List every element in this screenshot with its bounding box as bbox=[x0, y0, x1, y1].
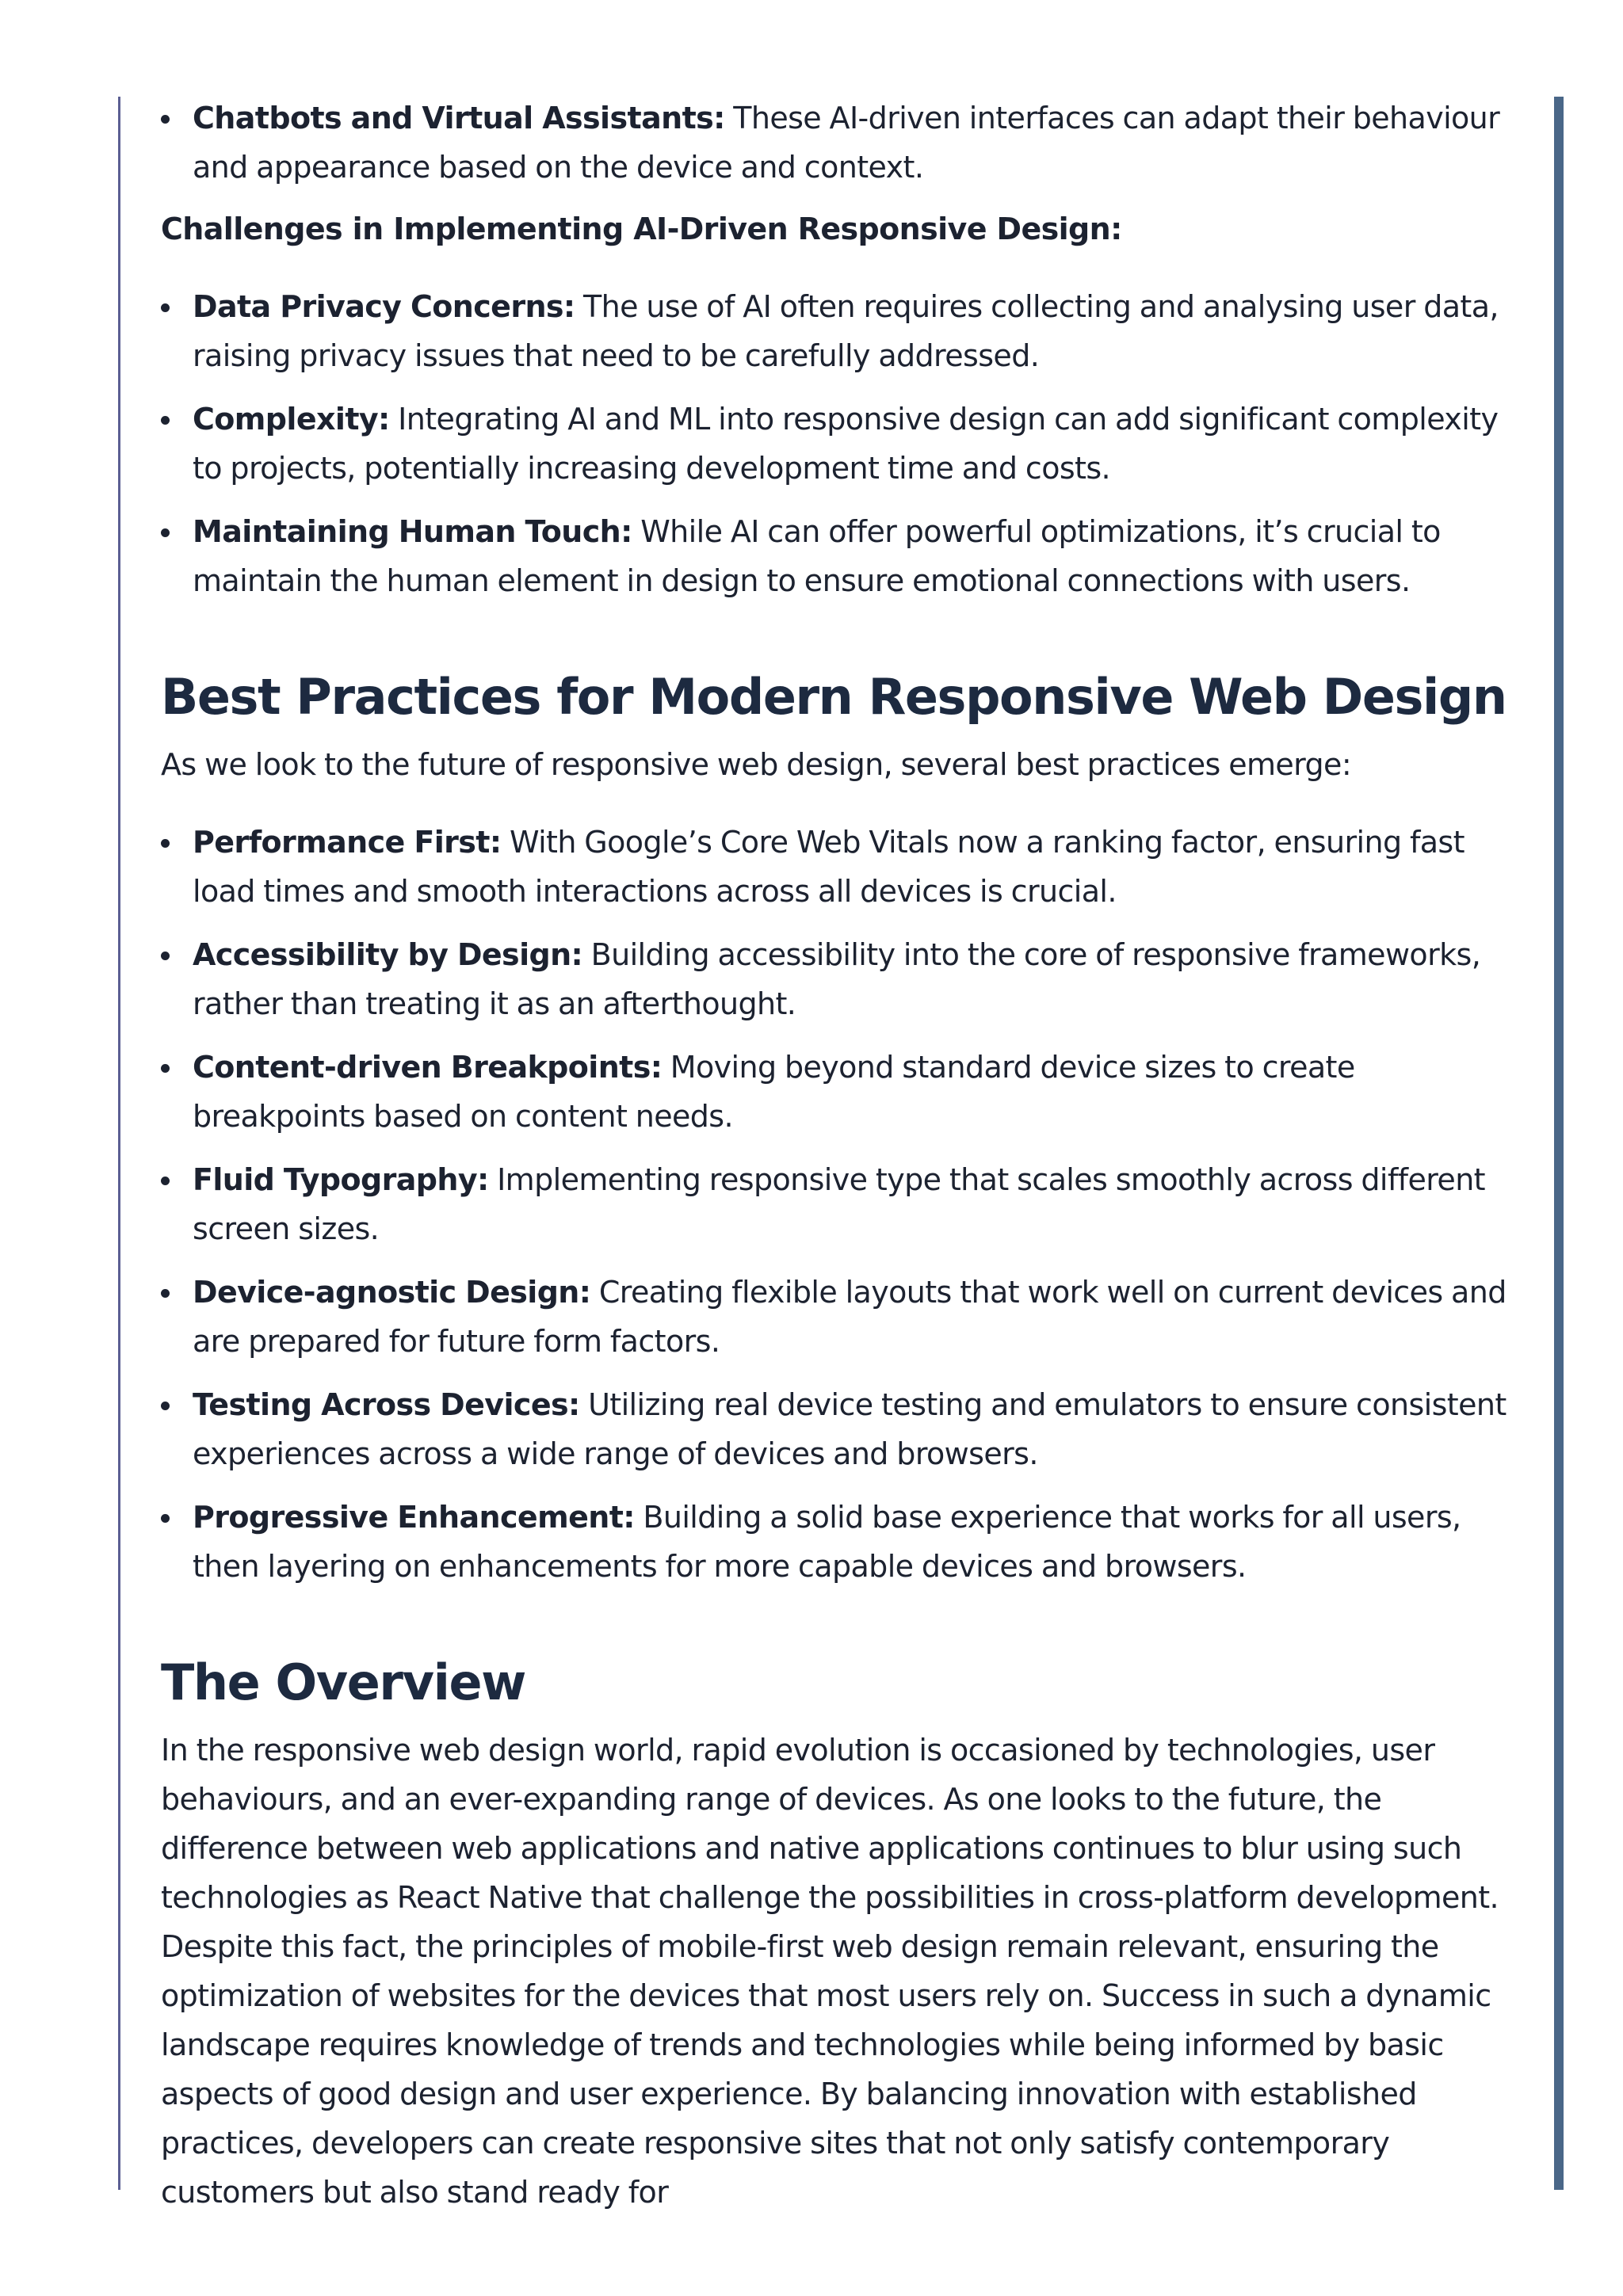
list-item-term: Progressive Enhancement: bbox=[193, 1500, 635, 1535]
left-margin-rule bbox=[118, 97, 120, 2190]
list-item-text: Building a solid base experience that works for all users, then layering on enhancements for more capable devices and browsers. bbox=[193, 1500, 1461, 1584]
list-item bbox=[161, 1043, 1524, 1141]
right-margin-bar bbox=[1554, 97, 1564, 2190]
list-item-term: Performance First: bbox=[193, 825, 502, 860]
list-item bbox=[161, 507, 1524, 605]
list-item-term: Content-driven Breakpoints: bbox=[193, 1050, 663, 1085]
list-item bbox=[161, 1155, 1524, 1253]
list-item-term: Device-agnostic Design: bbox=[193, 1275, 591, 1310]
list-item-term: Maintaining Human Touch: bbox=[193, 514, 632, 549]
list-item-text: Moving beyond standard device sizes to create breakpoints based on content needs. bbox=[193, 1050, 1355, 1134]
ai-applications-list bbox=[161, 93, 1524, 192]
list-item-term: Complexity: bbox=[193, 402, 390, 437]
list-item-text: Building accessibility into the core of responsive frameworks, rather than treating it as an afterthought. bbox=[193, 937, 1481, 1021]
list-item-text: While AI can offer powerful optimizations, it’s crucial to maintain the human element in design to ensure emotional connections with users. bbox=[193, 514, 1441, 598]
best-practices-heading: Best Practices for Modern Responsive Web Design bbox=[161, 668, 1507, 726]
overview-heading: The Overview bbox=[161, 1653, 526, 1711]
list-item bbox=[161, 1493, 1524, 1591]
list-item bbox=[161, 395, 1524, 493]
list-item-term: Fluid Typography: bbox=[193, 1162, 489, 1197]
list-item-term: Accessibility by Design: bbox=[193, 937, 583, 972]
overview-paragraph: In the responsive web design world, rapid evolution is occasioned by technologies, user behaviours, and an ever-expanding range of devices. As one looks to the future, the difference between web applications and native applications continues to blur using such technologies as React Native that challenge the possibilities in cross-platform development. Despite this fact, the principles of mobile-first web design remain relevant, ensuring the optimization of websites for the devices that most users rely on. Success in such a dynamic landscape requires knowledge of trends and technologies while being informed by basic aspects of good design and user experience. By balancing innovation with established practices, developers can create responsive sites that not only satisfy contemporary customers but also stand ready for bbox=[161, 1733, 1499, 2210]
list-item-term: Testing Across Devices: bbox=[193, 1387, 580, 1422]
list-item-text: Implementing responsive type that scales smoothly across different screen sizes. bbox=[193, 1162, 1485, 1246]
list-item-text: The use of AI often requires collecting and analysing user data, raising privacy issues that need to be carefully addressed. bbox=[193, 289, 1499, 373]
best-practices-intro: As we look to the future of responsive web design, several best practices emerge: bbox=[161, 747, 1352, 782]
list-item bbox=[161, 1380, 1524, 1478]
list-item-text: Creating flexible layouts that work well on current devices and are prepared for future form factors. bbox=[193, 1275, 1507, 1359]
list-item bbox=[161, 93, 1524, 192]
list-item-text: These AI-driven interfaces can adapt their behaviour and appearance based on the device and context. bbox=[193, 101, 1500, 185]
list-item-text: Integrating AI and ML into responsive design can add significant complexity to projects, potentially increasing development time and costs. bbox=[193, 402, 1499, 486]
list-item-text: Utilizing real device testing and emulators to ensure consistent experiences across a wide range of devices and browsers. bbox=[193, 1387, 1507, 1471]
document-content bbox=[161, 93, 1524, 2217]
list-item bbox=[161, 930, 1524, 1028]
challenges-list bbox=[161, 282, 1524, 605]
list-item bbox=[161, 282, 1524, 380]
challenges-heading: Challenges in Implementing AI-Driven Responsive Design: bbox=[161, 212, 1122, 246]
list-item bbox=[161, 818, 1524, 916]
best-practices-list bbox=[161, 818, 1524, 1591]
list-item-text: With Google’s Core Web Vitals now a ranking factor, ensuring fast load times and smooth interactions across all devices is crucial. bbox=[193, 825, 1465, 909]
list-item-term: Chatbots and Virtual Assistants: bbox=[193, 101, 725, 135]
list-item-term: Data Privacy Concerns: bbox=[193, 289, 575, 324]
list-item bbox=[161, 1268, 1524, 1366]
